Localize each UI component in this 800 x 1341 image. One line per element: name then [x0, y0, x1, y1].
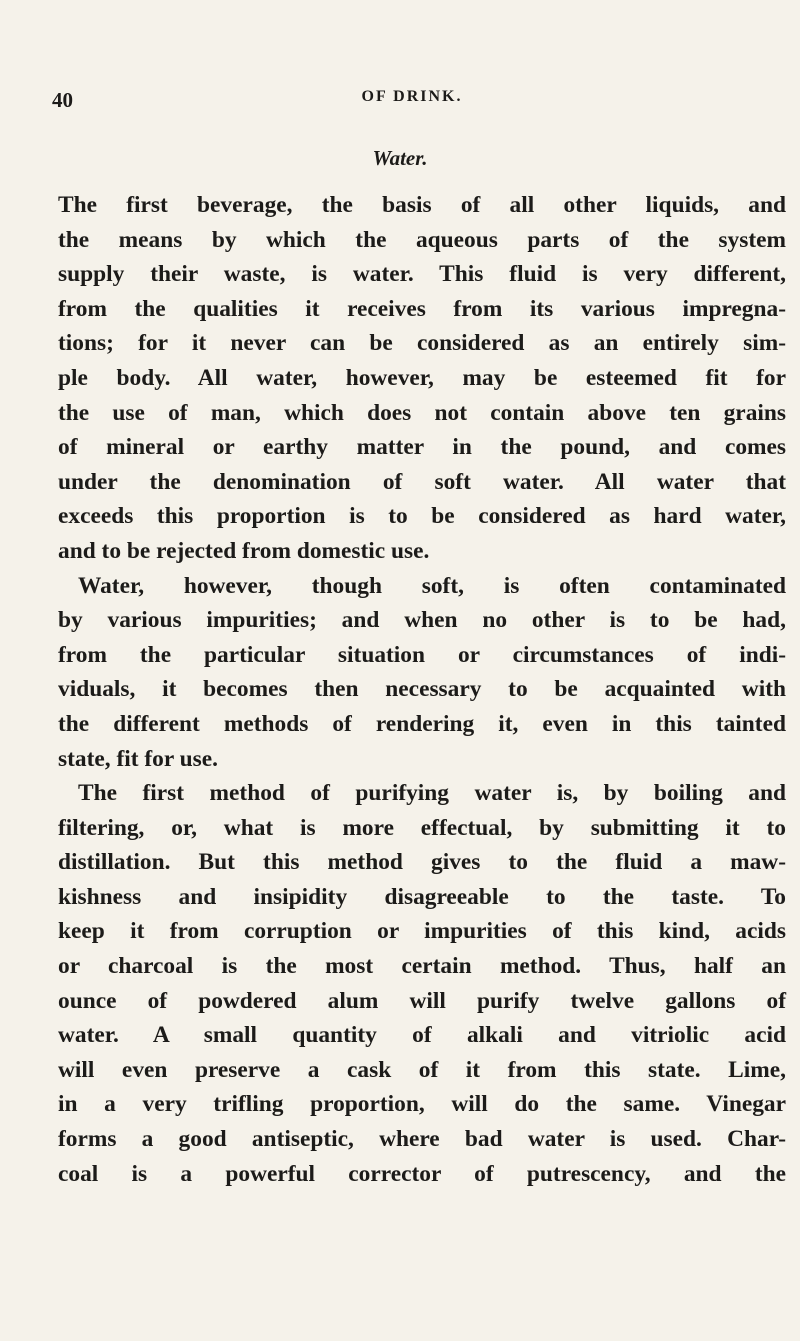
text-line: supply their waste, is water. This fluid is very different,: [58, 261, 786, 288]
text-line: filtering, or, what is more effectual, by submitting it to: [58, 814, 786, 841]
text-line: forms a good antiseptic, where bad water is used. Char-: [58, 1126, 786, 1153]
body-text: [58, 188, 786, 1191]
text-line: the use of man, which does not contain above ten grains: [58, 399, 786, 426]
text-line: ounce of powdered alum will purify twelve gallons of: [58, 987, 786, 1014]
text-line: in a very trifling proportion, will do the same. Vinegar: [58, 1091, 786, 1118]
text-line: distillation. But this method gives to the fluid a maw-: [58, 849, 786, 876]
text-line: the different methods of rendering it, even in this tainted: [58, 710, 786, 737]
section-heading: Water.: [372, 146, 428, 170]
running-head: [52, 88, 772, 116]
text-line: Water, however, though soft, is often contaminated: [78, 572, 786, 599]
text-line: kishness and insipidity disagreeable to the taste. To: [58, 883, 786, 910]
text-line: from the particular situation or circumstances of indi-: [58, 641, 786, 668]
text-line: will even preserve a cask of it from this state. Lime,: [58, 1056, 786, 1083]
text-line: exceeds this proportion is to be considered as hard water,: [58, 503, 786, 530]
text-line: by various impurities; and when no other is to be had,: [58, 607, 786, 634]
running-title: OF DRINK.: [361, 88, 463, 105]
text-line: from the qualities it receives from its various impregna-: [58, 295, 786, 322]
text-line: tions; for it never can be considered as an entirely sim-: [58, 330, 786, 357]
page-number: 40: [52, 88, 73, 112]
text-line: the means by which the aqueous parts of the system: [58, 226, 786, 253]
text-line: ple body. All water, however, may be esteemed fit for: [58, 364, 786, 391]
text-line: under the denomination of soft water. All water that: [58, 468, 786, 495]
text-line: or charcoal is the most certain method. Thus, half an: [58, 953, 786, 980]
text-line: The first method of purifying water is, by boiling and: [78, 780, 786, 807]
text-line: state, fit for use.: [58, 745, 219, 772]
text-line: coal is a powerful corrector of putrescency, and the: [58, 1160, 786, 1187]
text-line: The first beverage, the basis of all other liquids, and: [58, 192, 786, 218]
text-line: and to be rejected from domestic use.: [58, 537, 430, 564]
text-line: viduals, it becomes then necessary to be acquainted with: [58, 676, 786, 703]
text-line: keep it from corruption or impurities of this kind, acids: [58, 918, 786, 945]
text-line: water. A small quantity of alkali and vitriolic acid: [58, 1022, 786, 1049]
text-line: of mineral or earthy matter in the pound, and comes: [58, 434, 786, 461]
